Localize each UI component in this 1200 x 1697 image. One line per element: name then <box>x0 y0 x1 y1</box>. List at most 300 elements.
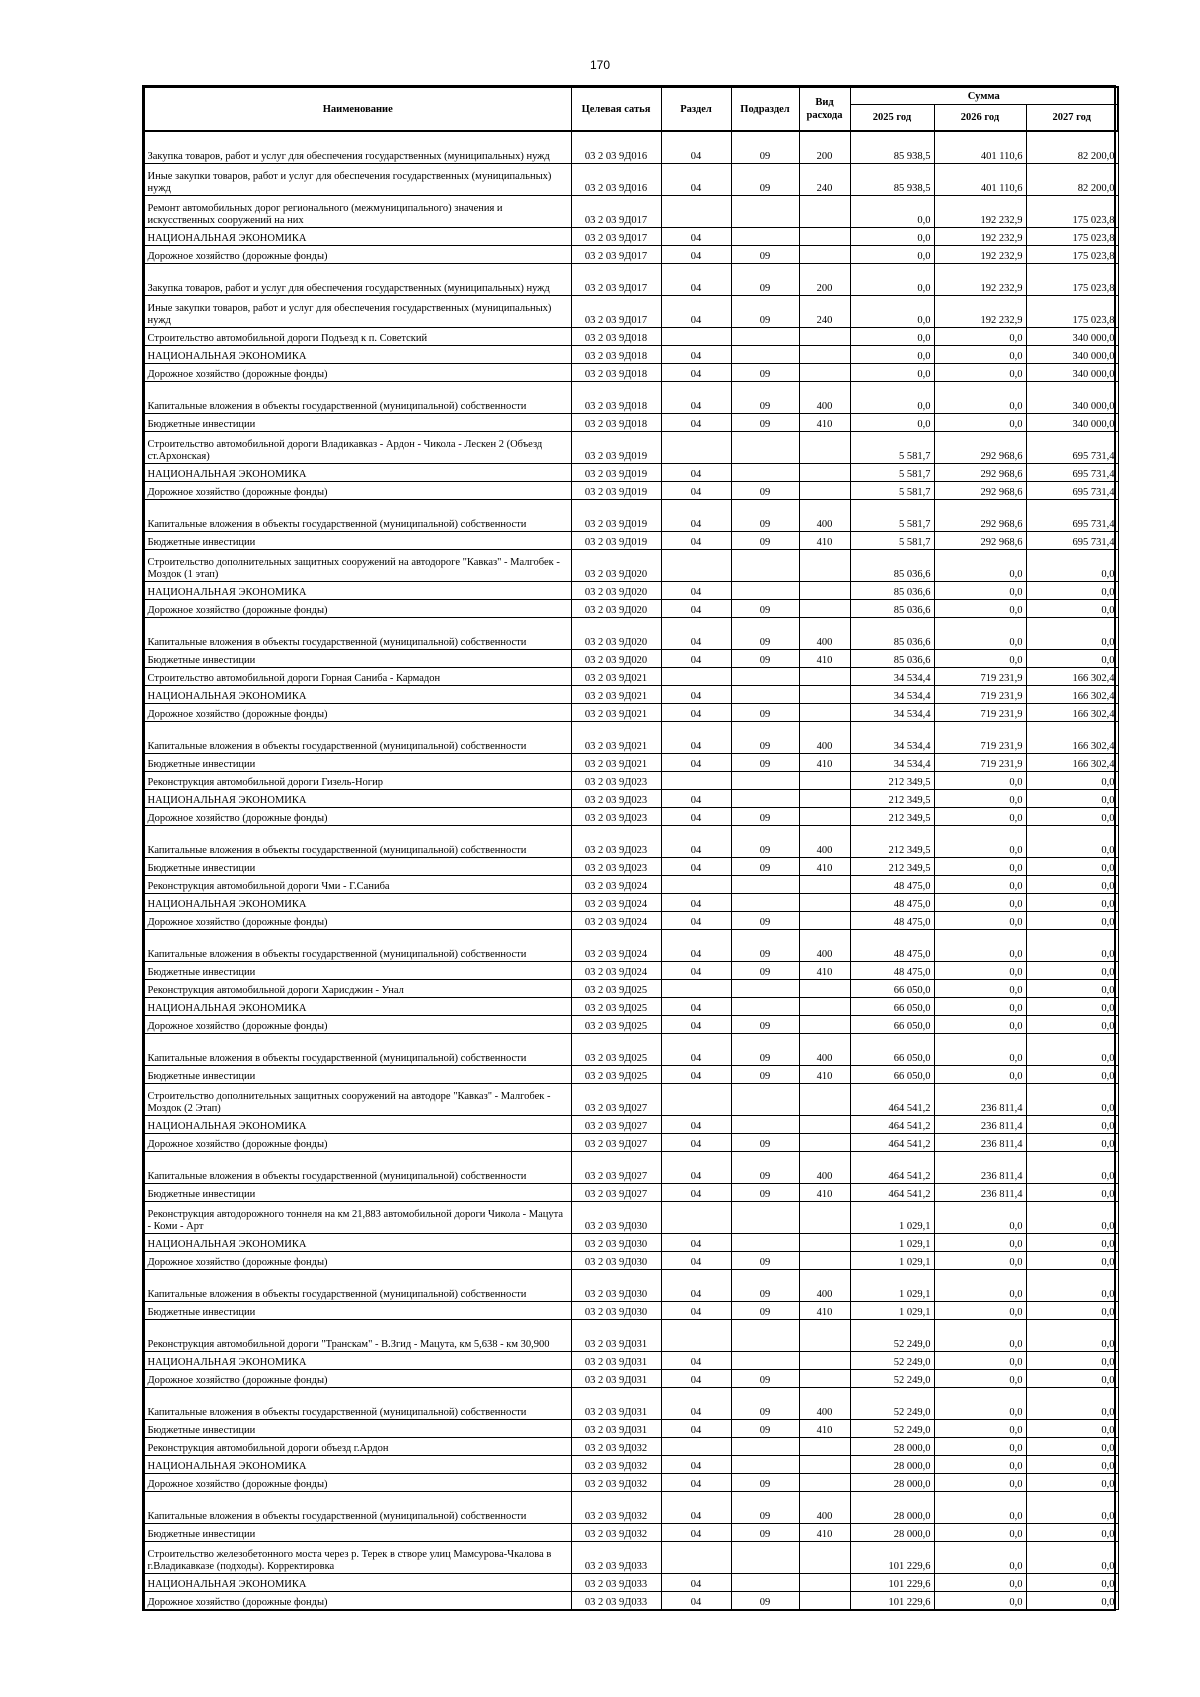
row-target-code: 03 2 03 9Д030 <box>571 1302 661 1320</box>
row-sum-2027: 0,0 <box>1026 600 1118 618</box>
row-expense-type <box>799 1456 850 1474</box>
row-section: 04 <box>661 1420 731 1438</box>
row-section <box>661 1202 731 1234</box>
row-sum-2025: 5 581,7 <box>850 532 934 550</box>
row-name: Дорожное хозяйство (дорожные фонды) <box>144 1474 571 1492</box>
table-row <box>144 772 1118 790</box>
table-row <box>144 264 1118 296</box>
row-section: 04 <box>661 930 731 962</box>
row-sum-2026: 719 231,9 <box>934 668 1026 686</box>
table-row <box>144 228 1118 246</box>
row-name: Строительство железобетонного моста через р. Терек в створе улиц Мамсурова-Чкалова в г.Владикавказе (подходы). Корректировка <box>144 1542 571 1574</box>
row-sum-2025: 66 050,0 <box>850 1034 934 1066</box>
row-subsection: 09 <box>731 962 799 980</box>
row-name: Ремонт автомобильных дорог регионального (межмуниципального) значения и искусственных сооружений на них <box>144 196 571 228</box>
row-expense-type <box>799 1084 850 1116</box>
budget-table <box>143 86 1119 1610</box>
row-subsection <box>731 582 799 600</box>
table-row <box>144 1116 1118 1134</box>
table-row <box>144 1184 1118 1202</box>
row-expense-type: 410 <box>799 1184 850 1202</box>
row-sum-2025: 1 029,1 <box>850 1252 934 1270</box>
row-sum-2025: 0,0 <box>850 264 934 296</box>
row-sum-2025: 1 029,1 <box>850 1234 934 1252</box>
row-name: НАЦИОНАЛЬНАЯ ЭКОНОМИКА <box>144 1234 571 1252</box>
row-sum-2025: 85 036,6 <box>850 618 934 650</box>
row-section: 04 <box>661 464 731 482</box>
row-sum-2026: 401 110,6 <box>934 131 1026 164</box>
row-name: Строительство дополнительных защитных сооружений на автодороге "Кавказ" - Малгобек - Моздок (1 этап) <box>144 550 571 582</box>
row-sum-2027: 0,0 <box>1026 1084 1118 1116</box>
row-name: Капитальные вложения в объекты государственной (муниципальной) собственности <box>144 1492 571 1524</box>
row-subsection <box>731 1234 799 1252</box>
row-name: Капитальные вложения в объекты государственной (муниципальной) собственности <box>144 1388 571 1420</box>
row-sum-2025: 101 229,6 <box>850 1542 934 1574</box>
row-expense-type <box>799 668 850 686</box>
row-section <box>661 668 731 686</box>
row-target-code: 03 2 03 9Д020 <box>571 582 661 600</box>
row-target-code: 03 2 03 9Д024 <box>571 912 661 930</box>
table-row <box>144 482 1118 500</box>
row-name: НАЦИОНАЛЬНАЯ ЭКОНОМИКА <box>144 894 571 912</box>
row-expense-type <box>799 894 850 912</box>
row-sum-2025: 28 000,0 <box>850 1474 934 1492</box>
table-row <box>144 962 1118 980</box>
row-subsection: 09 <box>731 1474 799 1492</box>
table-row <box>144 790 1118 808</box>
row-subsection <box>731 432 799 464</box>
row-section: 04 <box>661 164 731 196</box>
row-section: 04 <box>661 998 731 1016</box>
row-target-code: 03 2 03 9Д032 <box>571 1474 661 1492</box>
table-header <box>144 87 1118 131</box>
row-sum-2025: 5 581,7 <box>850 464 934 482</box>
row-expense-type <box>799 772 850 790</box>
row-expense-type <box>799 364 850 382</box>
row-name: Строительство автомобильной дороги Горная Саниба - Кармадон <box>144 668 571 686</box>
row-section <box>661 432 731 464</box>
row-target-code: 03 2 03 9Д018 <box>571 382 661 414</box>
header-2025: 2025 год <box>850 105 934 132</box>
row-sum-2025: 0,0 <box>850 414 934 432</box>
table-row <box>144 432 1118 464</box>
row-subsection <box>731 894 799 912</box>
row-section: 04 <box>661 264 731 296</box>
row-sum-2026: 0,0 <box>934 1234 1026 1252</box>
row-sum-2025: 0,0 <box>850 246 934 264</box>
row-expense-type <box>799 998 850 1016</box>
table-row <box>144 1034 1118 1066</box>
row-name: НАЦИОНАЛЬНАЯ ЭКОНОМИКА <box>144 1116 571 1134</box>
row-expense-type: 410 <box>799 754 850 772</box>
row-sum-2026: 0,0 <box>934 1524 1026 1542</box>
row-sum-2025: 34 534,4 <box>850 722 934 754</box>
row-target-code: 03 2 03 9Д021 <box>571 722 661 754</box>
table-row <box>144 1420 1118 1438</box>
row-subsection <box>731 196 799 228</box>
row-section: 04 <box>661 858 731 876</box>
row-sum-2027: 0,0 <box>1026 1016 1118 1034</box>
row-sum-2027: 0,0 <box>1026 1592 1118 1610</box>
row-section: 04 <box>661 1352 731 1370</box>
row-section: 04 <box>661 618 731 650</box>
table-row <box>144 1492 1118 1524</box>
row-sum-2026: 0,0 <box>934 930 1026 962</box>
row-sum-2027: 0,0 <box>1026 962 1118 980</box>
row-expense-type <box>799 1320 850 1352</box>
row-sum-2027: 0,0 <box>1026 930 1118 962</box>
row-subsection: 09 <box>731 1492 799 1524</box>
table-row <box>144 500 1118 532</box>
row-expense-type <box>799 704 850 722</box>
row-sum-2026: 292 968,6 <box>934 482 1026 500</box>
row-expense-type: 400 <box>799 1388 850 1420</box>
row-sum-2025: 1 029,1 <box>850 1302 934 1320</box>
row-section <box>661 328 731 346</box>
row-target-code: 03 2 03 9Д018 <box>571 414 661 432</box>
row-subsection: 09 <box>731 1302 799 1320</box>
row-sum-2027: 0,0 <box>1026 1034 1118 1066</box>
row-subsection: 09 <box>731 912 799 930</box>
row-sum-2027: 0,0 <box>1026 858 1118 876</box>
row-target-code: 03 2 03 9Д027 <box>571 1116 661 1134</box>
row-subsection: 09 <box>731 1524 799 1542</box>
row-subsection: 09 <box>731 826 799 858</box>
row-sum-2026: 0,0 <box>934 912 1026 930</box>
row-name: НАЦИОНАЛЬНАЯ ЭКОНОМИКА <box>144 1352 571 1370</box>
row-sum-2026: 292 968,6 <box>934 464 1026 482</box>
row-sum-2027: 0,0 <box>1026 650 1118 668</box>
row-name: Капитальные вложения в объекты государственной (муниципальной) собственности <box>144 1270 571 1302</box>
row-sum-2025: 48 475,0 <box>850 876 934 894</box>
row-sum-2026: 719 231,9 <box>934 704 1026 722</box>
row-sum-2026: 0,0 <box>934 1370 1026 1388</box>
row-expense-type: 400 <box>799 826 850 858</box>
row-sum-2026: 0,0 <box>934 1456 1026 1474</box>
row-sum-2025: 101 229,6 <box>850 1592 934 1610</box>
row-subsection <box>731 1116 799 1134</box>
row-expense-type <box>799 582 850 600</box>
row-sum-2026: 0,0 <box>934 1034 1026 1066</box>
row-sum-2026: 719 231,9 <box>934 754 1026 772</box>
row-subsection <box>731 1542 799 1574</box>
row-target-code: 03 2 03 9Д016 <box>571 164 661 196</box>
row-sum-2025: 66 050,0 <box>850 1016 934 1034</box>
row-section: 04 <box>661 532 731 550</box>
row-section <box>661 980 731 998</box>
row-name: Капитальные вложения в объекты государственной (муниципальной) собственности <box>144 1152 571 1184</box>
row-target-code: 03 2 03 9Д019 <box>571 464 661 482</box>
table-row <box>144 1202 1118 1234</box>
row-name: Строительство автомобильной дороги Владикавказ - Ардон - Чикола - Лескен 2 (Объезд ст.Архонская) <box>144 432 571 464</box>
table-row <box>144 1456 1118 1474</box>
row-sum-2025: 85 036,6 <box>850 600 934 618</box>
table-row <box>144 550 1118 582</box>
row-name: Капитальные вложения в объекты государственной (муниципальной) собственности <box>144 500 571 532</box>
row-section: 04 <box>661 1492 731 1524</box>
row-name: НАЦИОНАЛЬНАЯ ЭКОНОМИКА <box>144 686 571 704</box>
row-sum-2027: 695 731,4 <box>1026 432 1118 464</box>
row-sum-2027: 0,0 <box>1026 912 1118 930</box>
row-subsection <box>731 980 799 998</box>
row-subsection <box>731 346 799 364</box>
row-expense-type <box>799 1234 850 1252</box>
row-sum-2027: 175 023,8 <box>1026 246 1118 264</box>
row-target-code: 03 2 03 9Д024 <box>571 962 661 980</box>
row-target-code: 03 2 03 9Д019 <box>571 432 661 464</box>
header-subsection: Подраздел <box>731 87 799 131</box>
row-name: Дорожное хозяйство (дорожные фонды) <box>144 246 571 264</box>
row-expense-type <box>799 1574 850 1592</box>
table-row <box>144 826 1118 858</box>
row-sum-2026: 192 232,9 <box>934 228 1026 246</box>
row-sum-2025: 212 349,5 <box>850 808 934 826</box>
row-expense-type <box>799 1016 850 1034</box>
row-expense-type: 410 <box>799 1302 850 1320</box>
row-target-code: 03 2 03 9Д020 <box>571 600 661 618</box>
row-target-code: 03 2 03 9Д023 <box>571 808 661 826</box>
row-sum-2026: 236 811,4 <box>934 1116 1026 1134</box>
row-sum-2025: 5 581,7 <box>850 432 934 464</box>
row-subsection: 09 <box>731 1420 799 1438</box>
row-section <box>661 772 731 790</box>
row-section: 04 <box>661 131 731 164</box>
row-sum-2025: 66 050,0 <box>850 998 934 1016</box>
row-section: 04 <box>661 228 731 246</box>
row-sum-2026: 0,0 <box>934 894 1026 912</box>
row-subsection <box>731 876 799 894</box>
row-sum-2027: 0,0 <box>1026 998 1118 1016</box>
row-sum-2026: 0,0 <box>934 1270 1026 1302</box>
row-subsection: 09 <box>731 364 799 382</box>
row-sum-2027: 695 731,4 <box>1026 464 1118 482</box>
row-section: 04 <box>661 296 731 328</box>
table-row <box>144 876 1118 894</box>
row-sum-2026: 0,0 <box>934 1016 1026 1034</box>
row-target-code: 03 2 03 9Д021 <box>571 754 661 772</box>
row-expense-type: 410 <box>799 858 850 876</box>
row-expense-type <box>799 1370 850 1388</box>
row-sum-2025: 464 541,2 <box>850 1184 934 1202</box>
row-sum-2026: 0,0 <box>934 1542 1026 1574</box>
row-subsection <box>731 1456 799 1474</box>
row-section <box>661 1084 731 1116</box>
row-sum-2026: 192 232,9 <box>934 246 1026 264</box>
row-name: Закупка товаров, работ и услуг для обеспечения государственных (муниципальных) нужд <box>144 131 571 164</box>
row-section: 04 <box>661 1234 731 1252</box>
row-section: 04 <box>661 600 731 618</box>
row-name: Иные закупки товаров, работ и услуг для обеспечения государственных (муниципальных) нужд <box>144 296 571 328</box>
header-2026: 2026 год <box>934 105 1026 132</box>
header-section: Раздел <box>661 87 731 131</box>
table-row <box>144 1388 1118 1420</box>
row-target-code: 03 2 03 9Д033 <box>571 1574 661 1592</box>
row-expense-type <box>799 346 850 364</box>
row-name: Капитальные вложения в объекты государственной (муниципальной) собственности <box>144 722 571 754</box>
row-name: Бюджетные инвестиции <box>144 858 571 876</box>
row-sum-2026: 0,0 <box>934 1592 1026 1610</box>
row-sum-2027: 0,0 <box>1026 1202 1118 1234</box>
row-sum-2027: 0,0 <box>1026 1388 1118 1420</box>
row-expense-type <box>799 790 850 808</box>
row-name: Дорожное хозяйство (дорожные фонды) <box>144 600 571 618</box>
row-section: 04 <box>661 1152 731 1184</box>
row-sum-2026: 236 811,4 <box>934 1184 1026 1202</box>
row-sum-2027: 0,0 <box>1026 1524 1118 1542</box>
row-subsection <box>731 228 799 246</box>
row-section: 04 <box>661 1388 731 1420</box>
row-target-code: 03 2 03 9Д031 <box>571 1352 661 1370</box>
row-sum-2026: 192 232,9 <box>934 264 1026 296</box>
table-row <box>144 1234 1118 1252</box>
row-target-code: 03 2 03 9Д024 <box>571 930 661 962</box>
row-subsection: 09 <box>731 600 799 618</box>
row-expense-type <box>799 600 850 618</box>
row-target-code: 03 2 03 9Д018 <box>571 364 661 382</box>
row-sum-2026: 236 811,4 <box>934 1084 1026 1116</box>
table-row <box>144 246 1118 264</box>
header-2027: 2027 год <box>1026 105 1118 132</box>
row-sum-2027: 0,0 <box>1026 772 1118 790</box>
row-name: Дорожное хозяйство (дорожные фонды) <box>144 1016 571 1034</box>
row-expense-type: 410 <box>799 532 850 550</box>
table-row <box>144 346 1118 364</box>
row-expense-type: 400 <box>799 618 850 650</box>
row-name: Реконструкция автомобильной дороги Харисджин - Унал <box>144 980 571 998</box>
row-sum-2026: 0,0 <box>934 1066 1026 1084</box>
row-expense-type: 400 <box>799 1152 850 1184</box>
row-subsection <box>731 1352 799 1370</box>
row-sum-2025: 85 938,5 <box>850 131 934 164</box>
row-subsection: 09 <box>731 1252 799 1270</box>
table-row <box>144 1542 1118 1574</box>
row-sum-2025: 66 050,0 <box>850 980 934 998</box>
row-name: НАЦИОНАЛЬНАЯ ЭКОНОМИКА <box>144 790 571 808</box>
row-sum-2027: 0,0 <box>1026 980 1118 998</box>
row-sum-2025: 34 534,4 <box>850 686 934 704</box>
row-sum-2027: 0,0 <box>1026 1420 1118 1438</box>
row-sum-2026: 0,0 <box>934 808 1026 826</box>
row-subsection: 09 <box>731 722 799 754</box>
row-target-code: 03 2 03 9Д025 <box>571 1066 661 1084</box>
row-subsection <box>731 790 799 808</box>
row-sum-2026: 401 110,6 <box>934 164 1026 196</box>
row-expense-type: 410 <box>799 414 850 432</box>
row-section: 04 <box>661 1184 731 1202</box>
row-sum-2025: 85 036,6 <box>850 650 934 668</box>
row-section: 04 <box>661 790 731 808</box>
row-expense-type: 410 <box>799 962 850 980</box>
row-sum-2025: 464 541,2 <box>850 1116 934 1134</box>
row-section <box>661 550 731 582</box>
row-section: 04 <box>661 1524 731 1542</box>
row-sum-2026: 0,0 <box>934 550 1026 582</box>
table-row <box>144 686 1118 704</box>
row-sum-2025: 34 534,4 <box>850 668 934 686</box>
row-subsection: 09 <box>731 1370 799 1388</box>
row-sum-2027: 166 302,4 <box>1026 704 1118 722</box>
row-expense-type <box>799 550 850 582</box>
table-row <box>144 600 1118 618</box>
row-subsection <box>731 328 799 346</box>
row-expense-type: 400 <box>799 1034 850 1066</box>
row-expense-type <box>799 1542 850 1574</box>
row-name: Дорожное хозяйство (дорожные фонды) <box>144 912 571 930</box>
row-expense-type <box>799 464 850 482</box>
row-subsection: 09 <box>731 164 799 196</box>
table-row <box>144 1352 1118 1370</box>
row-sum-2025: 0,0 <box>850 364 934 382</box>
row-section: 04 <box>661 1270 731 1302</box>
table-row <box>144 998 1118 1016</box>
row-sum-2026: 0,0 <box>934 1252 1026 1270</box>
table-row <box>144 650 1118 668</box>
row-target-code: 03 2 03 9Д017 <box>571 196 661 228</box>
row-target-code: 03 2 03 9Д023 <box>571 858 661 876</box>
row-section: 04 <box>661 1066 731 1084</box>
row-name: Дорожное хозяйство (дорожные фонды) <box>144 704 571 722</box>
row-subsection: 09 <box>731 618 799 650</box>
row-sum-2025: 48 475,0 <box>850 912 934 930</box>
row-target-code: 03 2 03 9Д030 <box>571 1234 661 1252</box>
row-sum-2025: 52 249,0 <box>850 1370 934 1388</box>
row-sum-2025: 5 581,7 <box>850 500 934 532</box>
row-sum-2026: 0,0 <box>934 600 1026 618</box>
row-subsection: 09 <box>731 382 799 414</box>
row-expense-type <box>799 246 850 264</box>
row-sum-2025: 48 475,0 <box>850 930 934 962</box>
row-target-code: 03 2 03 9Д020 <box>571 650 661 668</box>
row-expense-type <box>799 482 850 500</box>
row-name: Строительство дополнительных защитных сооружений на автодоре "Кавказ" - Малгобек - Моздок (2 Этап) <box>144 1084 571 1116</box>
row-target-code: 03 2 03 9Д025 <box>571 998 661 1016</box>
row-sum-2025: 464 541,2 <box>850 1134 934 1152</box>
row-target-code: 03 2 03 9Д017 <box>571 228 661 246</box>
row-sum-2026: 0,0 <box>934 1474 1026 1492</box>
table-row <box>144 980 1118 998</box>
row-sum-2026: 0,0 <box>934 1202 1026 1234</box>
row-subsection: 09 <box>731 930 799 962</box>
row-sum-2027: 340 000,0 <box>1026 328 1118 346</box>
row-sum-2027: 0,0 <box>1026 1302 1118 1320</box>
row-sum-2025: 28 000,0 <box>850 1492 934 1524</box>
row-subsection: 09 <box>731 1066 799 1084</box>
row-sum-2025: 28 000,0 <box>850 1524 934 1542</box>
row-subsection: 09 <box>731 532 799 550</box>
row-section: 04 <box>661 1116 731 1134</box>
table-row <box>144 328 1118 346</box>
row-sum-2027: 166 302,4 <box>1026 686 1118 704</box>
table-row <box>144 1370 1118 1388</box>
row-subsection: 09 <box>731 264 799 296</box>
row-section <box>661 1320 731 1352</box>
table-row <box>144 1252 1118 1270</box>
header-sum: Сумма <box>850 87 1118 105</box>
row-sum-2027: 695 731,4 <box>1026 482 1118 500</box>
row-sum-2025: 1 029,1 <box>850 1270 934 1302</box>
row-target-code: 03 2 03 9Д019 <box>571 500 661 532</box>
row-name: НАЦИОНАЛЬНАЯ ЭКОНОМИКА <box>144 464 571 482</box>
row-sum-2027: 175 023,8 <box>1026 296 1118 328</box>
row-expense-type <box>799 1252 850 1270</box>
row-target-code: 03 2 03 9Д016 <box>571 131 661 164</box>
row-subsection <box>731 668 799 686</box>
row-section: 04 <box>661 1252 731 1270</box>
row-section: 04 <box>661 582 731 600</box>
header-name: Наименование <box>144 87 571 131</box>
row-section: 04 <box>661 912 731 930</box>
table-row <box>144 296 1118 328</box>
